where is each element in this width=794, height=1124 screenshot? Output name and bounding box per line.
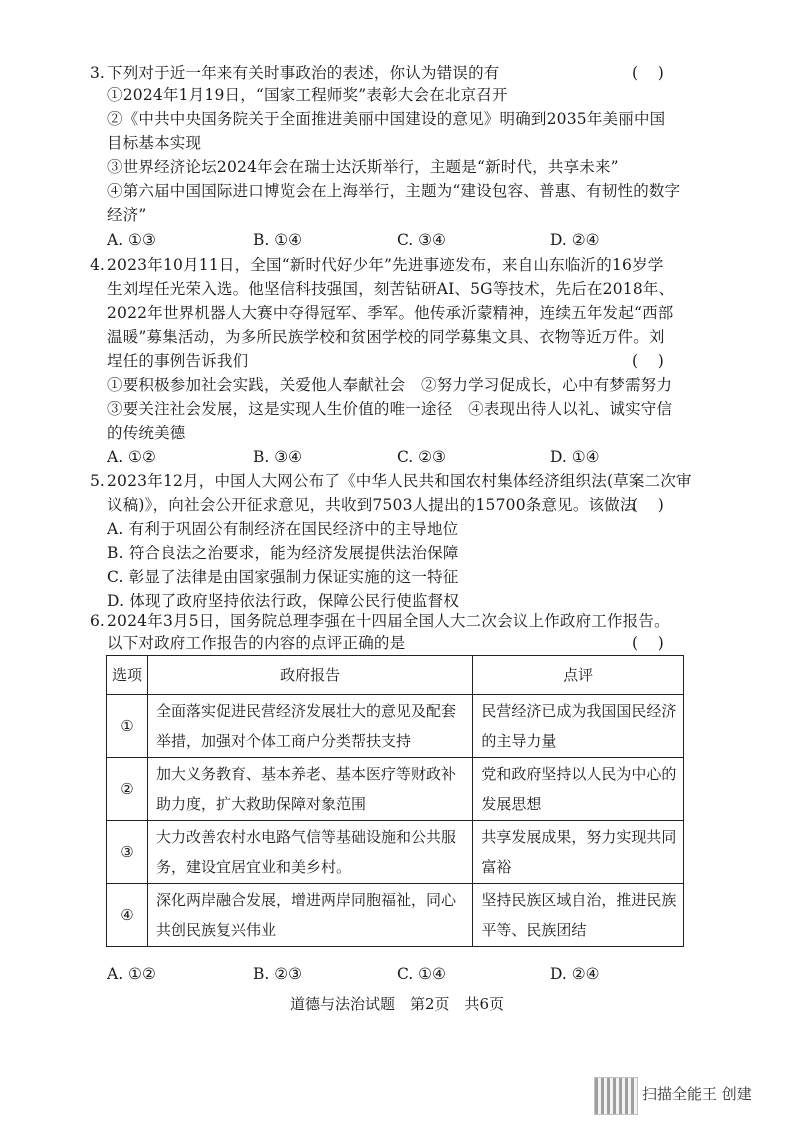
option-d: D. ②④ (550, 231, 600, 249)
statement-2: ②《中共中央国务院关于全面推进美丽中国建设的意见》明确到2035年美丽中国 (107, 110, 666, 128)
comment-cell (473, 695, 684, 758)
question-number: 4. (90, 256, 105, 274)
answer-blank: ( ) (632, 634, 664, 652)
question-stem-line: 埕任的事例告诉我们 (107, 352, 249, 370)
option-a: A. ①③ (107, 231, 156, 249)
question-stem-line: 生刘埕任光荣入选。他坚信科技强国，刻苦钻研AI、5G等技术，先后在2018年、 (107, 280, 675, 298)
table-row (107, 758, 684, 821)
option-c: C. 彰显了法律是由国家强制力保证实施的这一特征 (107, 568, 459, 586)
watermark-text: 扫描全能王 创建 (642, 1085, 752, 1103)
report-table (106, 655, 684, 947)
question-stem-line: 2024年3月5日，国务院总理李强在十四届全国人大二次会议上作政府工作报告。 (107, 612, 670, 630)
option-b: B. 符合良法之治要求，能为经济发展提供法治保障 (107, 544, 459, 562)
question-stem-line: 2023年10月11日，全国“新时代好少年”先进事迹发布，来自山东临沂的16岁学 (107, 256, 664, 274)
header-comment: 点评 (473, 656, 684, 695)
report-cell (148, 821, 473, 884)
answer-options (107, 963, 667, 985)
option-d: D. ①④ (550, 448, 600, 466)
option-a: A. ①② (107, 448, 156, 466)
question-stem-line: 以下对政府工作报告的内容的点评正确的是 (107, 634, 406, 652)
comment-text: 民营经济已成为我国国民经济的主导力量 (481, 702, 677, 750)
answer-blank: ( ) (632, 352, 664, 370)
answer-blank: ( ) (632, 496, 664, 514)
option-c: C. ③④ (397, 231, 446, 249)
question-number: 3. (90, 64, 105, 82)
statement-line: 的传统美德 (107, 424, 186, 442)
table-header-row (107, 656, 684, 695)
comment-text: 共享发展成果，努力实现共同富裕 (481, 828, 677, 876)
header-option: 选项 (107, 656, 148, 695)
report-text: 加大义务教育、基本养老、基本医疗等财政补助力度，扩大救助保障对象范围 (156, 765, 457, 813)
option-b: B. ①④ (253, 231, 303, 249)
question-number: 6. (90, 612, 105, 630)
answer-blank: ( ) (632, 64, 664, 82)
statement-line: ③要关注社会发展，这是实现人生价值的唯一途径 ④表现出待人以礼、诚实守信 (107, 400, 673, 418)
option-c: C. ②③ (397, 448, 446, 466)
statement-4: ④第六届中国国际进口博览会在上海举行，主题为“建设包容、普惠、有韧性的数字 (107, 182, 681, 200)
table-row (107, 884, 684, 947)
report-text: 全面落实促进民营经济发展壮大的意见及配套举措，加强对个体工商户分类帮扶支持 (156, 702, 457, 750)
option-b: B. ③④ (253, 448, 303, 466)
option-d: D. ②④ (550, 965, 600, 983)
report-text: 大力改善农村水电路气信等基础设施和公共服务，建设宜居宜业和美乡村。 (156, 828, 457, 876)
question-stem: 下列对于近一年来有关时事政治的表述，你认为错误的有 (107, 64, 500, 82)
option-c: C. ①④ (397, 965, 446, 983)
comment-text: 坚持民族区域自治，推进民族平等、民族团结 (481, 891, 677, 939)
option-b: B. ②③ (253, 965, 303, 983)
comment-cell (473, 884, 684, 947)
question-stem-line: 2023年12月，中国人大网公布了《中华人民共和国农村集体经济组织法(草案二次审 (107, 472, 692, 490)
option-a: A. ①② (107, 965, 156, 983)
statement-4-cont: 经济” (107, 206, 147, 224)
qr-code-icon (594, 1077, 638, 1115)
comment-text: 党和政府坚持以人民为中心的发展思想 (481, 765, 677, 813)
question-stem-line: 议稿)》，向社会公开征求意见，共收到7503人提出的15700条意见。该做法 (107, 496, 636, 514)
table-row (107, 821, 684, 884)
question-stem-line: 2022年世界机器人大赛中夺得冠军、季军。他传承沂蒙精神，连续五年发起“西部 (107, 304, 674, 322)
statement-line: ①要积极参加社会实践，关爱他人奉献社会 ②努力学习促成长，心中有梦需努力 (107, 376, 673, 394)
report-cell (148, 695, 473, 758)
comment-cell (473, 758, 684, 821)
row-marker: ④ (107, 884, 148, 947)
header-report: 政府报告 (148, 656, 473, 695)
question-number: 5. (90, 472, 105, 490)
question-stem-line: 温暖”募集活动，为多所民族学校和贫困学校的同学募集文具、衣物等近万件。刘 (107, 328, 665, 346)
statement-3: ③世界经济论坛2024年会在瑞士达沃斯举行，主题是“新时代，共享未来” (107, 158, 619, 176)
page-footer: 道德与法治试题 第2页 共6页 (289, 995, 505, 1013)
scanner-watermark (594, 1075, 774, 1115)
option-a: A. 有利于巩固公有制经济在国民经济中的主导地位 (107, 520, 459, 538)
statement-1: ①2024年1月19日，“国家工程师奖”表彰大会在北京召开 (107, 86, 508, 104)
report-text: 深化两岸融合发展，增进两岸同胞福祉，同心共创民族复兴伟业 (156, 891, 457, 939)
statement-2-cont: 目标基本实现 (107, 134, 202, 152)
comment-cell (473, 821, 684, 884)
table-row (107, 695, 684, 758)
option-d: D. 体现了政府坚持依法行政，保障公民行使监督权 (107, 592, 460, 610)
answer-options (107, 446, 667, 468)
row-marker: ③ (107, 821, 148, 884)
row-marker: ① (107, 695, 148, 758)
row-marker: ② (107, 758, 148, 821)
answer-options (107, 229, 667, 251)
report-cell (148, 758, 473, 821)
report-cell (148, 884, 473, 947)
